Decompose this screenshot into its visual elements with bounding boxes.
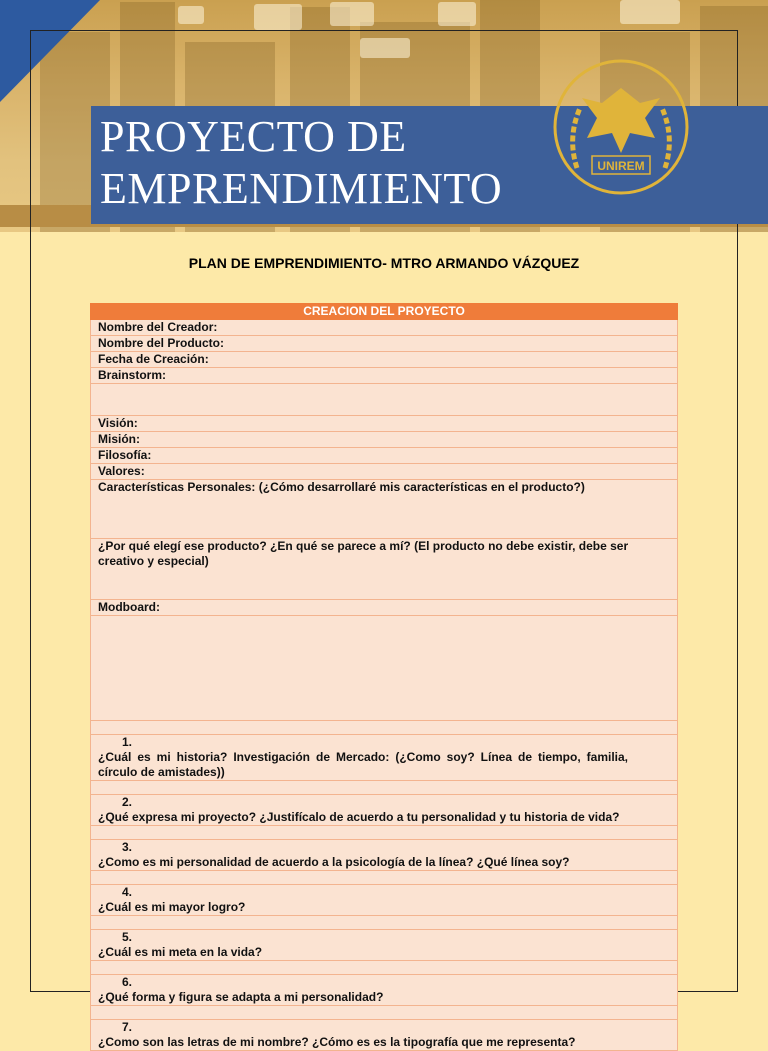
document-subtitle: PLAN DE EMPRENDIMIENTO- MTRO ARMANDO VÁZQUEZ [188, 255, 580, 271]
question-text: ¿Qué forma y figura se adapta a mi personalidad? [98, 990, 384, 1004]
title-line-1: PROYECTO DE [100, 112, 407, 161]
field-vision[interactable]: Visión: [91, 416, 678, 432]
question-text: ¿Cuál es mi mayor logro? [98, 900, 246, 914]
question-text: ¿Qué expresa mi proyecto? ¿Justifícalo de acuerdo a tu personalidad y tu historia de vida? [98, 810, 620, 824]
title-line-2: EMPRENDIMIENTO [100, 164, 503, 213]
question-number: 3. [121, 840, 132, 854]
question-text: ¿Cuál es mi meta en la vida? [98, 945, 263, 959]
project-form-table [90, 303, 678, 1051]
question-number: 6. [121, 975, 132, 989]
question-text: ¿Como es mi personalidad de acuerdo a la psicología de la línea? ¿Qué línea soy? [98, 855, 570, 869]
page-title [100, 111, 502, 215]
question-1[interactable] [91, 735, 678, 781]
question-6[interactable] [91, 975, 678, 1006]
unirem-logo [552, 58, 690, 196]
field-personal-characteristics[interactable]: Características Personales: (¿Cómo desarrollaré mis características en el producto?) [91, 480, 678, 539]
question-number: 5. [121, 930, 132, 944]
field-why-product[interactable]: ¿Por qué elegí ese producto? ¿En qué se parece a mí? (El producto no debe existir, debe ser creativo y especial) [91, 539, 678, 600]
table-header: CREACION DEL PROYECTO [91, 304, 678, 320]
question-7[interactable] [91, 1020, 678, 1051]
field-creation-date[interactable]: Fecha de Creación: [91, 352, 678, 368]
modboard-space[interactable] [91, 616, 678, 721]
field-mission[interactable]: Misión: [91, 432, 678, 448]
svg-text:UNIREM: UNIREM [597, 159, 645, 173]
answer-space[interactable] [91, 871, 678, 885]
field-brainstorm[interactable]: Brainstorm: [91, 368, 678, 384]
question-number: 1. [121, 735, 132, 749]
question-number: 2. [121, 795, 132, 809]
question-number: 4. [121, 885, 132, 899]
answer-space[interactable] [91, 1006, 678, 1020]
answer-space[interactable] [91, 781, 678, 795]
question-5[interactable] [91, 930, 678, 961]
question-4[interactable] [91, 885, 678, 916]
answer-space[interactable] [91, 916, 678, 930]
field-creator-name[interactable]: Nombre del Creador: [91, 320, 678, 336]
question-number: 7. [121, 1020, 132, 1034]
question-3[interactable] [91, 840, 678, 871]
question-text: ¿Cuál es mi historia? Investigación de Mercado: (¿Como soy? Línea de tiempo, familia, círculo de amistades)) [98, 750, 628, 779]
field-modboard[interactable]: Modboard: [91, 600, 678, 616]
spacer-row [91, 721, 678, 735]
field-philosophy[interactable]: Filosofía: [91, 448, 678, 464]
answer-space[interactable] [91, 961, 678, 975]
brainstorm-space[interactable] [91, 384, 678, 416]
field-product-name[interactable]: Nombre del Producto: [91, 336, 678, 352]
question-2[interactable] [91, 795, 678, 826]
question-text: ¿Como son las letras de mi nombre? ¿Cómo es es la tipografía que me representa? [98, 1035, 576, 1049]
field-values[interactable]: Valores: [91, 464, 678, 480]
answer-space[interactable] [91, 826, 678, 840]
